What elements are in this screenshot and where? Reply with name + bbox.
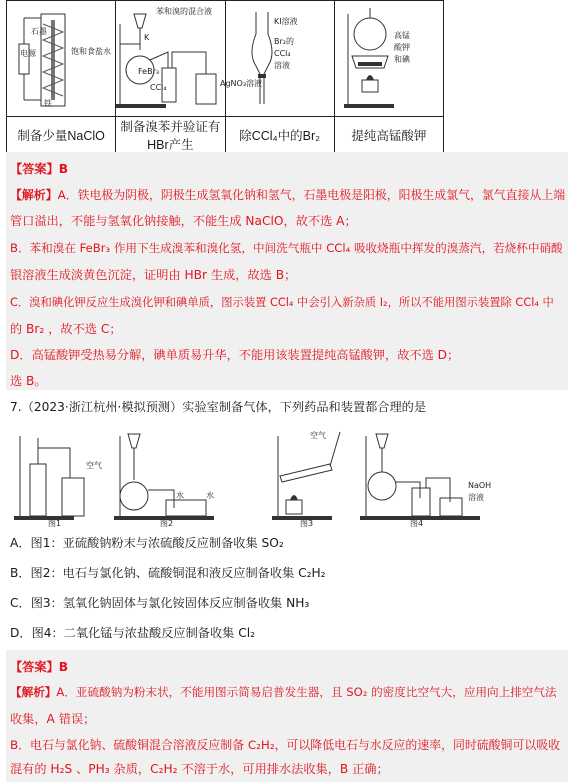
agno3-label: AgNO₃溶液 bbox=[220, 78, 263, 88]
analysis-line-4: 银溶液生成淡黄色沉淀，证明由 HBr 生成，故选 B； bbox=[10, 268, 297, 282]
ccl4-solution-label: CCl₄ bbox=[273, 48, 291, 58]
analysis2-line-4: 混有的 H₂S 、PH₃ 杂质，C₂H₂ 不溶于水，可用排水法收集，B 正确； bbox=[10, 762, 389, 776]
answer2-label: 【答案】 bbox=[10, 660, 59, 674]
fig1-air-label: 空气 bbox=[86, 461, 102, 470]
graphite-label: 石墨 bbox=[31, 26, 48, 36]
cell-bromobenzene bbox=[116, 1, 263, 117]
answer2-line-1 bbox=[10, 658, 68, 675]
figure-2 bbox=[114, 434, 214, 528]
caption-remove-br2: 除CCl₄中的Br₂ bbox=[225, 117, 334, 154]
cell-separatory-funnel bbox=[225, 1, 334, 117]
experiment-table bbox=[6, 0, 444, 154]
option-b: B．图2：电石与氯化钠、硫酸铜混和液反应制备收集 C₂H₂ bbox=[10, 566, 326, 580]
fig2-water-label-2: 水 bbox=[206, 491, 214, 500]
caption-bromobenzene: 制备溴苯并验证有HBr产生 bbox=[116, 117, 225, 154]
option-c: C．图3：氢氧化钠固体与氯化铵固体反应制备收集 NH₃ bbox=[10, 596, 310, 610]
answer-label: 【答案】 bbox=[10, 162, 59, 176]
solution-label: 溶液 bbox=[273, 60, 290, 70]
answer2-value: B bbox=[58, 660, 69, 674]
analysis-line-3: B．苯和溴在 FeBr₃ 作用下生成溴苯和溴化氢，中间洗气瓶中 CCl₄ 吸收烧瓶中挥发的溴蒸汽，若烧杯中硝酸 bbox=[10, 241, 563, 255]
analysis-line-1: 【解析】A．铁电极为阴极，阴极生成氢氧化钠和氢气，石墨电极是阳极，阳极生成氯气，氯气直接从上端 bbox=[10, 188, 566, 202]
fig4-label: 图4 bbox=[410, 519, 424, 528]
analysis-line-6: 的 Br₂ ，故不选 C； bbox=[10, 322, 122, 336]
analysis-line-7: D．高锰酸钾受热易分解，碘单质易升华，不能用该装置提纯高锰酸钾，故不选 D； bbox=[10, 348, 460, 362]
analysis-line-5: C．溴和碘化钾反应生成溴化钾和碘单质，图示装置 CCl₄ 中会引入新杂质 I₂，所以不能用图示装置除 CCl₄ 中 bbox=[10, 296, 554, 309]
electrolysis-apparatus-figure bbox=[11, 4, 111, 114]
cell-electrolysis bbox=[7, 1, 116, 117]
fig4-solution-label: 溶液 bbox=[468, 493, 484, 502]
power-label: 电源 bbox=[20, 48, 37, 58]
analysis-line-2: 管口溢出，不能与氢氧化钠接触，不能生成 NaClO，故不选 A； bbox=[10, 214, 357, 228]
analysis-label: 【解析】 bbox=[10, 188, 58, 202]
ki-label: KI溶液 bbox=[273, 16, 298, 26]
valve-label: K bbox=[144, 32, 150, 42]
option-d: D．图4：二氧化锰与浓盐酸反应制备收集 Cl₂ bbox=[10, 626, 255, 640]
analysis2-line-2: 收集，A 错误； bbox=[10, 712, 96, 726]
febr3-label: FeBr₃ bbox=[138, 66, 160, 76]
fig3-air-label: 空气 bbox=[310, 431, 326, 440]
fig1-label: 图1 bbox=[48, 519, 62, 528]
figure-4 bbox=[360, 434, 491, 528]
caption-purify-kmno4: 提纯高锰酸钾 bbox=[334, 117, 443, 154]
analysis2-line-1: 【解析】A．亚硫酸钠为粉末状，不能用图示简易启普发生器，且 SO₂ 的密度比空气大，应用向上排空气法 bbox=[10, 685, 557, 699]
brine-label: 饱和食盐水 bbox=[71, 46, 112, 56]
br2-label: Br₂的 bbox=[273, 36, 294, 46]
separatory-funnel-figure bbox=[240, 4, 320, 114]
figure-3 bbox=[272, 430, 340, 528]
cell-sublimation bbox=[334, 1, 443, 117]
option-a: A．图1：亚硫酸钠粉末与浓硫酸反应制备收集 SO₂ bbox=[10, 536, 284, 550]
figure-1 bbox=[14, 436, 102, 528]
answer-line-1 bbox=[10, 160, 68, 177]
ccl4-label: CCl₄ bbox=[150, 82, 167, 92]
fig3-label: 图3 bbox=[300, 519, 314, 528]
caption-naclo: 制备少量NaClO bbox=[7, 117, 116, 154]
analysis2-line-3: B．电石与氯化钠、硫酸铜混合溶液反应制备 C₂H₂，可以降低电石与水反应的速率，同时硫酸铜可以吸收 bbox=[10, 738, 561, 752]
fig4-naoh-label: NaOH bbox=[468, 481, 492, 490]
kmno4-label-1: 高锰 bbox=[393, 30, 410, 40]
question-stem: 7.（2023·浙江杭州·模拟预测）实验室制备气体，下列药品和装置都合理的是 bbox=[10, 400, 427, 414]
fig2-water-label-1: 水 bbox=[176, 491, 184, 500]
sublimation-apparatus-figure bbox=[344, 4, 434, 114]
kmno4-label-2: 酸钾 bbox=[393, 42, 410, 52]
analysis2-label: 【解析】 bbox=[10, 685, 57, 699]
question-apparatus-figures bbox=[10, 428, 540, 528]
iron-label: 铁 bbox=[44, 98, 53, 108]
answer-value: B bbox=[58, 162, 69, 176]
analysis-line-8: 选 B。 bbox=[10, 374, 47, 388]
mixture-label: 苯和溴的混合液 bbox=[156, 6, 213, 16]
kmno4-label-3: 和碘 bbox=[393, 54, 410, 64]
fig2-label: 图2 bbox=[160, 519, 174, 528]
